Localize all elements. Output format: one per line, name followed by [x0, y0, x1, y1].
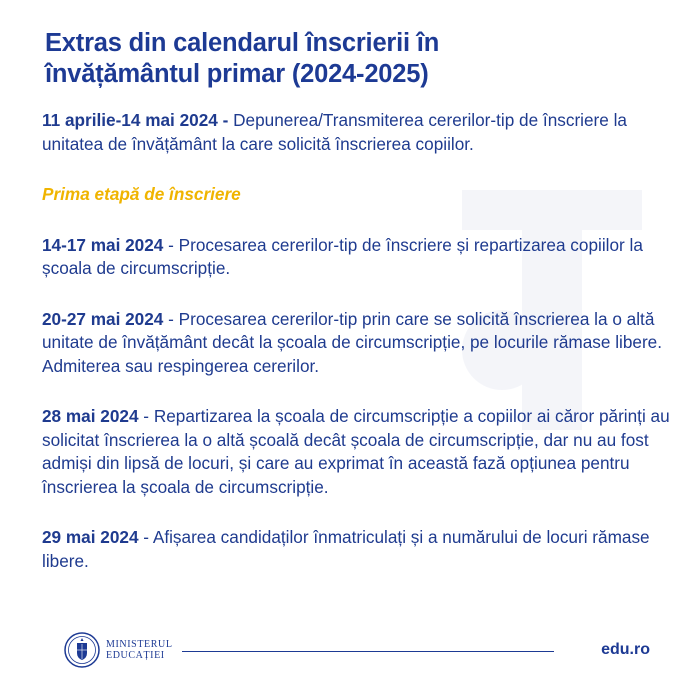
- entry-text: Procesarea cererilor-tip de înscriere și repartizarea copiilor la școala de circumscripție.: [42, 234, 643, 278]
- romanian-coat-of-arms-icon: [64, 631, 100, 669]
- entry-separator: -: [138, 406, 154, 426]
- calendar-content: [42, 109, 672, 573]
- section-heading: Prima etapă de înscriere: [42, 184, 241, 204]
- entry-date: 28 mai 2024: [42, 406, 139, 426]
- entry-date: 11 aprilie-14 mai 2024: [42, 110, 218, 130]
- ministry-name-line-2: EDUCAȚIEI: [106, 650, 165, 661]
- entry-separator: -: [163, 234, 179, 255]
- website-link[interactable]: edu.ro: [601, 641, 650, 658]
- title-line-1: Extras din calendarul înscrierii în: [45, 29, 440, 57]
- footer-divider: [182, 651, 554, 652]
- calendar-entry: [42, 405, 672, 499]
- calendar-entry: [42, 526, 672, 573]
- entry-text: Afișarea candidaților înmatriculați și a numărului de locuri rămase libere.: [42, 527, 650, 571]
- entry-separator: -: [217, 110, 234, 130]
- footer: [64, 631, 654, 671]
- entry-text: Procesarea cererilor-tip prin care se solicită înscrierea la o altă unitate de învățământ decât la școala de circumscripție, pe locurile rămase libere. Admiterea sau respingerea cererilor.: [42, 308, 663, 376]
- title-line-2: învățământul primar (2024-2025): [45, 60, 429, 88]
- calendar-entry: [42, 109, 672, 156]
- entry-text: Depunerea/Transmiterea cererilor-tip de înscriere la unitatea de învățământ la care solicită înscrierea copiilor.: [42, 110, 627, 154]
- entry-text: Repartizarea la școala de circumscripție a copiilor ai căror părinți au solicitat înscrierea la o altă școală decât școala de circumscripție, dar nu au fost admiși din lipsă de locuri, și care au exprimat în această fază opțiunea pentru înscrierea la școala de circumscripție.: [42, 406, 670, 497]
- calendar-entry: [42, 234, 672, 281]
- entry-separator: -: [138, 527, 153, 547]
- ministry-name: [106, 639, 173, 661]
- calendar-entry: [42, 308, 672, 379]
- ministry-logo: [64, 631, 173, 669]
- entry-separator: -: [163, 308, 179, 329]
- entry-date: 20-27 mai 2024: [42, 308, 164, 329]
- ministry-name-line-1: MINISTERUL: [106, 639, 173, 650]
- page-title: [45, 28, 665, 90]
- entry-date: 14-17 mai 2024: [42, 234, 164, 255]
- entry-date: 29 mai 2024: [42, 527, 139, 547]
